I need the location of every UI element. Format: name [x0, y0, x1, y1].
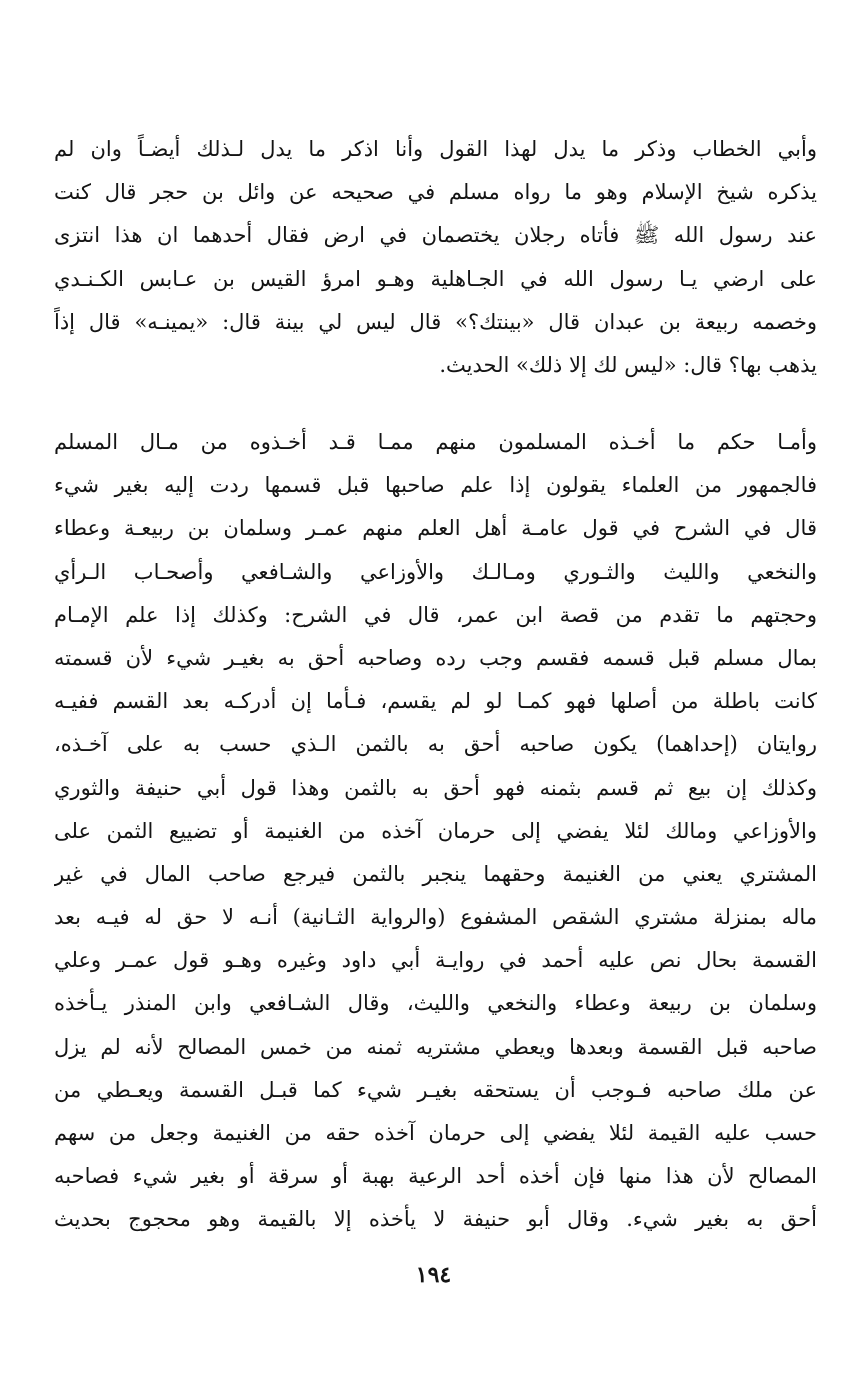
text-line: فالجمهور من العلماء يقولون إذا علم صاحبها قبل قسمها ردت إليه بغير شيء	[54, 473, 817, 498]
text-line: عن ملك صاحبه فـوجب أن يستحقه بغيـر شيء كما قبـل القسمة ويعـطي من	[54, 1077, 817, 1102]
text-line: يذكره شيخ الإسلام وهو ما رواه مسلم في صحيحه عن وائل بن حجر قال كنت	[54, 180, 817, 205]
text-line: قال في الشرح في قول عامـة أهل العلم منهم عمـر وسلمان بن ربيعـة وعطاء	[54, 516, 817, 541]
text-line: وحجتهم ما تقدم من قصة ابن عمر، قال في الشرح: وكذلك إذا علم الإمـام	[54, 602, 817, 627]
text-line: وأبي الخطاب وذكر ما يدل لهذا القول وأنا اذكر ما يدل لـذلك أيضـاً وان لم	[54, 137, 817, 161]
text-line: المشتري يعني من الغنيمة وحقهما ينجبر بالثمن فيرجع صاحب المال في غير	[54, 861, 817, 886]
text-line: عند رسول الله ﷺ فأتاه رجلان يختصمان في ارض فقال أحدهما ان هذا انتزى	[54, 223, 817, 248]
text-line: والأوزاعي ومالك لئلا يفضي إلى حرمان آخذه من الغنيمة أو تضييع الثمن على	[54, 818, 817, 843]
text-line: وخصمه ربيعة بن عبدان قال «بينتك؟» قال ليس لي بينة قال: «يمينـه» قال إذاً	[54, 309, 817, 334]
paragraph-2	[54, 421, 817, 1242]
text-line: القسمة بحال نص عليه أحمد في روايـة أبي داود وغيره وهـو قول عمـر وعلي	[54, 948, 817, 973]
text-line: أحق به بغير شيء. وقال أبو حنيفة لا يأخذه إلا بالقيمة وهو محجوج بحديث	[54, 1207, 817, 1232]
text-line: كانت باطلة من أصلها فهو كمـا لو لم يقسم، فـأما إن أدركـه بعد القسم ففيـه	[54, 689, 817, 714]
text-line: يذهب بها؟ قال: «ليس لك إلا ذلك» الحديث.	[439, 352, 817, 377]
paragraph-1	[54, 128, 817, 387]
text-line: على ارضي يـا رسول الله في الجـاهلية وهـو امرؤ القيس بن عـابس الكـنـدي	[54, 266, 817, 291]
text-line: والنخعي والليث والثـوري ومـالـك والأوزاعي والشـافعي وأصحـاب الـرأي	[54, 559, 817, 584]
page-number: ١٩٤	[415, 1262, 452, 1288]
text-line: وأمـا حكم ما أخـذه المسلمون منهم ممـا قـد أخـذوه من مـال المسلم	[54, 430, 817, 454]
text-line: المصالح لأن هذا منها فإن أخذه أحد الرعية بهبة أو سرقة أو بغير شيء فصاحبه	[54, 1164, 817, 1189]
text-line: وسلمان بن ربيعة وعطاء والنخعي والليث، وقال الشـافعي وابن المنذر يـأخذه	[54, 991, 817, 1016]
text-line: حسب عليه القيمة لئلا يفضي إلى حرمان آخذه حقه من الغنيمة وجعل من سهم	[54, 1121, 817, 1145]
text-line: ماله بمنزلة مشتري الشقص المشفوع (والرواية الثـانية) أنـه لا حق له فيـه بعد	[54, 905, 817, 930]
text-line: بمال مسلم قبل قسمه فقسم وجب رده وصاحبه أحق به بغيـر شيء لأن قسمته	[54, 645, 817, 670]
text-line: وكذلك إن بيع ثم قسم بثمنه فهو أحق به بالثمن وهذا قول أبي حنيفة والثوري	[54, 775, 817, 800]
text-line: روايتان (إحداهما) يكون صاحبه أحق به بالثمن الـذي حسب به على آخـذه،	[54, 732, 817, 757]
text-line: صاحبه قبل القسمة وبعدها ويعطي مشتريه ثمنه من خمس المصالح لأنه لم يزل	[54, 1034, 817, 1059]
